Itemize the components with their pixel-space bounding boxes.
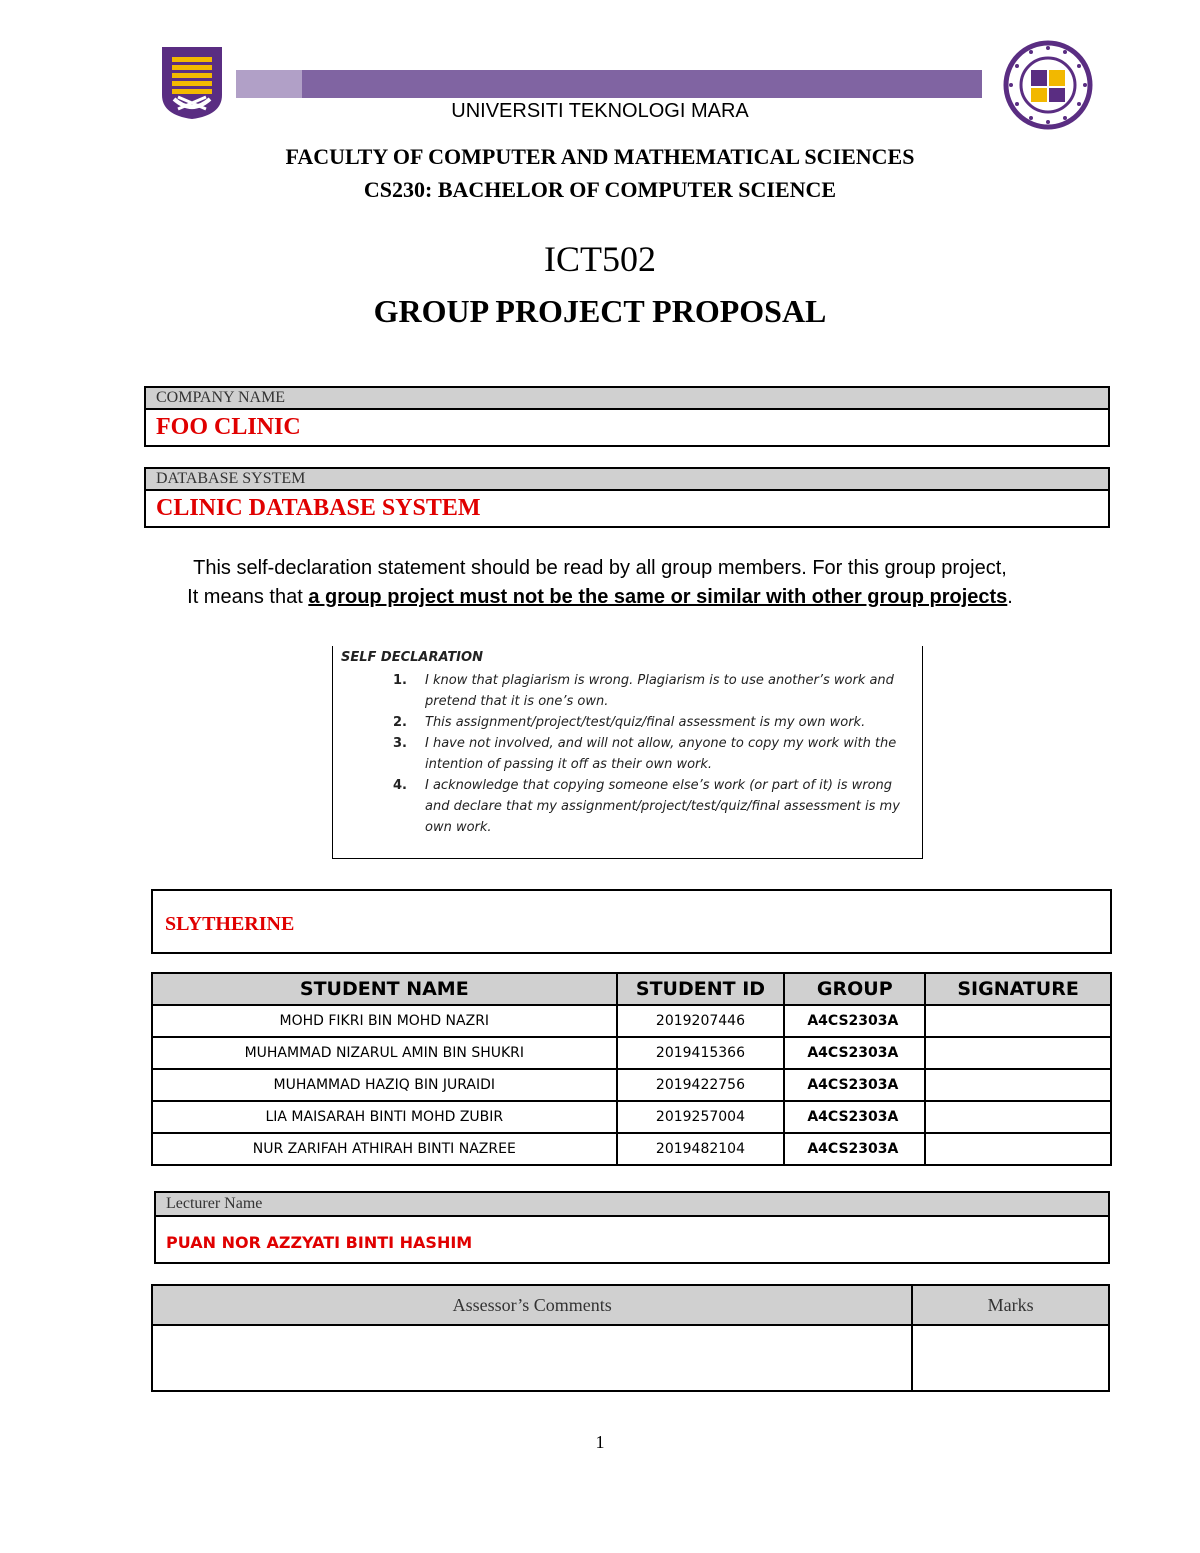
marks-header: Marks <box>912 1285 1109 1325</box>
item-text: I know that plagiarism is wrong. Plagiarism is to use another’s work and pretend that it is one’s own. <box>425 673 894 709</box>
student-group: A4CS2303A <box>784 1069 925 1101</box>
self-declaration-item <box>393 670 902 712</box>
self-declaration-box <box>332 646 923 859</box>
lecturer-name-field <box>154 1191 1110 1264</box>
lecturer-name-value: PUAN NOR AZZYATI BINTI HASHIM <box>166 1233 473 1252</box>
header-student-id: STUDENT ID <box>617 973 785 1005</box>
page-number: 1 <box>595 1432 605 1452</box>
student-id: 2019207446 <box>617 1005 785 1037</box>
student-id: 2019422756 <box>617 1069 785 1101</box>
item-text: I acknowledge that copying someone else’s work (or part of it) is wrong and declare that my assignment/project/test/quiz/final assessment is my own work. <box>425 778 900 835</box>
student-group: A4CS2303A <box>784 1101 925 1133</box>
marks-cell <box>912 1325 1109 1391</box>
faculty-logo <box>1003 40 1093 130</box>
assessment-row <box>152 1325 1109 1391</box>
self-declaration-title: SELF DECLARATION <box>341 650 483 665</box>
declaration-line-1: This self-declaration statement should be read by all group members. For this group project, <box>193 557 1007 579</box>
student-name: LIA MAISARAH BINTI MOHD ZUBIR <box>152 1101 617 1133</box>
student-group: A4CS2303A <box>784 1037 925 1069</box>
item-text: This assignment/project/test/quiz/final assessment is my own work. <box>425 715 866 730</box>
self-declaration-item <box>393 733 902 775</box>
database-system-value: CLINIC DATABASE SYSTEM <box>156 495 481 521</box>
student-name: MUHAMMAD HAZIQ BIN JURAIDI <box>152 1069 617 1101</box>
item-text: I have not involved, and will not allow, anyone to copy my work with the intention of passing it off as their own work. <box>425 736 897 772</box>
header-banner-accent <box>236 70 302 98</box>
item-number: 3. <box>393 736 407 751</box>
header-signature: SIGNATURE <box>925 973 1111 1005</box>
table-row <box>152 1133 1111 1165</box>
self-declaration-item <box>393 775 902 838</box>
student-signature <box>925 1005 1111 1037</box>
company-name-field <box>144 386 1110 447</box>
item-number: 2. <box>393 715 407 730</box>
student-signature <box>925 1069 1111 1101</box>
uitm-logo <box>160 45 224 121</box>
self-declaration-item <box>393 712 902 733</box>
lecturer-name-label: Lecturer Name <box>156 1193 1108 1217</box>
university-name: UNIVERSITI TEKNOLOGI MARA <box>451 100 749 122</box>
table-row <box>152 1005 1111 1037</box>
student-group: A4CS2303A <box>784 1005 925 1037</box>
table-row <box>152 1069 1111 1101</box>
declaration-suffix: . <box>1007 586 1013 608</box>
company-name-label: COMPANY NAME <box>146 388 1108 410</box>
header-banner-bar <box>236 70 982 98</box>
assessment-header-row <box>152 1285 1109 1325</box>
student-signature <box>925 1037 1111 1069</box>
header-student-name: STUDENT NAME <box>152 973 617 1005</box>
faculty-name: FACULTY OF COMPUTER AND MATHEMATICAL SCIENCES <box>285 144 915 169</box>
table-row <box>152 1037 1111 1069</box>
student-signature <box>925 1133 1111 1165</box>
assessor-comments-cell <box>152 1325 912 1391</box>
group-name-box <box>151 889 1112 954</box>
self-declaration-list <box>393 670 902 838</box>
student-id: 2019415366 <box>617 1037 785 1069</box>
declaration-line-2 <box>100 586 1100 609</box>
assessor-comments-header: Assessor’s Comments <box>152 1285 912 1325</box>
student-name: MUHAMMAD NIZARUL AMIN BIN SHUKRI <box>152 1037 617 1069</box>
item-number: 1. <box>393 673 407 688</box>
company-name-value: FOO CLINIC <box>156 414 301 440</box>
group-name: SLYTHERINE <box>165 913 295 935</box>
declaration-emphasis: a group project must not be the same or similar with other group projects <box>308 586 1008 608</box>
assessment-table <box>151 1284 1110 1392</box>
database-system-field <box>144 467 1110 528</box>
student-id: 2019482104 <box>617 1133 785 1165</box>
program-name: CS230: BACHELOR OF COMPUTER SCIENCE <box>363 177 837 202</box>
item-number: 4. <box>393 778 407 793</box>
course-code: ICT502 <box>544 239 656 279</box>
document-title: GROUP PROJECT PROPOSAL <box>373 293 827 329</box>
table-header-row <box>152 973 1111 1005</box>
header-group: GROUP <box>784 973 925 1005</box>
database-system-label: DATABASE SYSTEM <box>146 469 1108 491</box>
table-row <box>152 1101 1111 1133</box>
members-table <box>151 972 1112 1166</box>
student-name: MOHD FIKRI BIN MOHD NAZRI <box>152 1005 617 1037</box>
student-signature <box>925 1101 1111 1133</box>
student-name: NUR ZARIFAH ATHIRAH BINTI NAZREE <box>152 1133 617 1165</box>
student-group: A4CS2303A <box>784 1133 925 1165</box>
student-id: 2019257004 <box>617 1101 785 1133</box>
declaration-prefix: It means that <box>187 586 309 608</box>
